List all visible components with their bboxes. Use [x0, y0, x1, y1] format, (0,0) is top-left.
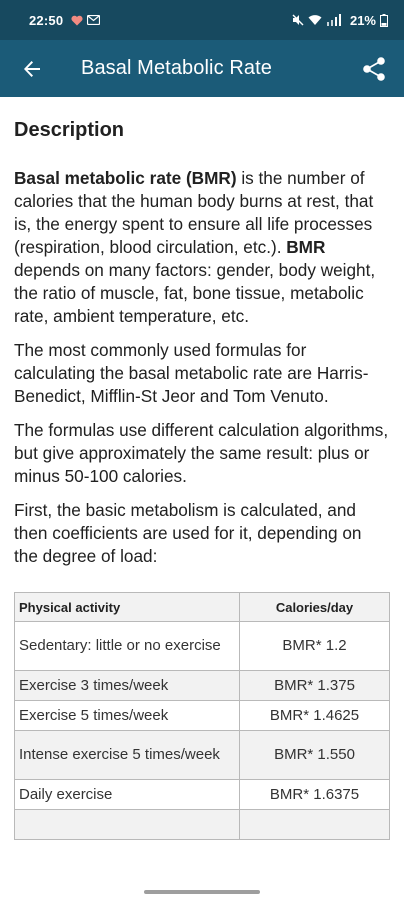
- content-scroll-area[interactable]: [0, 97, 404, 883]
- system-icons: [292, 13, 388, 28]
- activity-cell: Daily exercise: [15, 780, 240, 810]
- calories-cell: BMR* 1.6375: [240, 780, 390, 810]
- mail-icon: [87, 15, 100, 25]
- paragraph-text: depends on many factors: gender, body weight, the ratio of muscle, fat, bone tissue, metabolic rate, ambient temperature, etc.: [14, 260, 376, 326]
- wifi-icon: [308, 14, 322, 26]
- arrow-back-icon: [22, 59, 42, 79]
- description-heading: Description: [14, 119, 125, 141]
- table-row: [15, 810, 390, 840]
- gesture-nav-bar: [0, 883, 404, 900]
- table-header-row: [15, 593, 390, 622]
- calories-cell: BMR* 1.375: [240, 671, 390, 701]
- column-header-calories: Calories/day: [240, 593, 390, 622]
- table-row: [15, 731, 390, 780]
- status-time: 22:50: [29, 12, 64, 28]
- battery-percent: 21%: [349, 12, 376, 28]
- table-row: [15, 701, 390, 731]
- calories-cell: BMR* 1.550: [240, 731, 390, 780]
- activity-cell: [15, 810, 240, 840]
- heart-icon: [71, 15, 83, 26]
- home-gesture-handle[interactable]: [144, 890, 260, 894]
- term-bmr-short: BMR: [286, 237, 326, 257]
- table-row: [15, 622, 390, 671]
- term-bmr: Basal metabolic rate (BMR): [14, 168, 237, 188]
- paragraph-text: is the number of calories that the human body burns at rest, that is, the energy spent to ensure all life processes (respiration, blood circulation, etc.).: [14, 168, 374, 257]
- calories-cell: BMR* 1.4625: [240, 701, 390, 731]
- battery-icon: [380, 14, 388, 27]
- activity-cell: Intense exercise 5 times/week: [15, 731, 240, 780]
- activity-table: [14, 592, 390, 840]
- paragraph-formulas: The most commonly used formulas for calculating the basal metabolic rate are Harris-Benedict, Mifflin-St Jeor and Tom Venuto.: [14, 340, 369, 406]
- app-bar: [0, 40, 404, 97]
- table-row: [15, 671, 390, 701]
- status-bar: [0, 0, 404, 40]
- signal-icon: [326, 14, 346, 26]
- paragraph-algorithms: The formulas use different calculation algorithms, but give approximately the same result: plus or minus 50-100 calories.: [14, 420, 389, 486]
- paragraph-coefficients: First, the basic metabolism is calculated, and then coefficients are used for it, depending on the degree of load:: [14, 500, 362, 566]
- calories-cell: [240, 810, 390, 840]
- share-icon: [361, 56, 387, 82]
- activity-cell: Sedentary: little or no exercise: [15, 622, 240, 671]
- paragraph-bmr-definition: [14, 167, 390, 328]
- share-button[interactable]: [346, 40, 402, 97]
- column-header-activity: Physical activity: [15, 593, 240, 622]
- page-title: Basal Metabolic Rate: [81, 57, 272, 79]
- mute-icon: [292, 14, 304, 26]
- notification-icons: [71, 15, 100, 26]
- back-button[interactable]: [4, 40, 60, 97]
- activity-cell: Exercise 3 times/week: [15, 671, 240, 701]
- calories-cell: BMR* 1.2: [240, 622, 390, 671]
- table-row: [15, 780, 390, 810]
- activity-cell: Exercise 5 times/week: [15, 701, 240, 731]
